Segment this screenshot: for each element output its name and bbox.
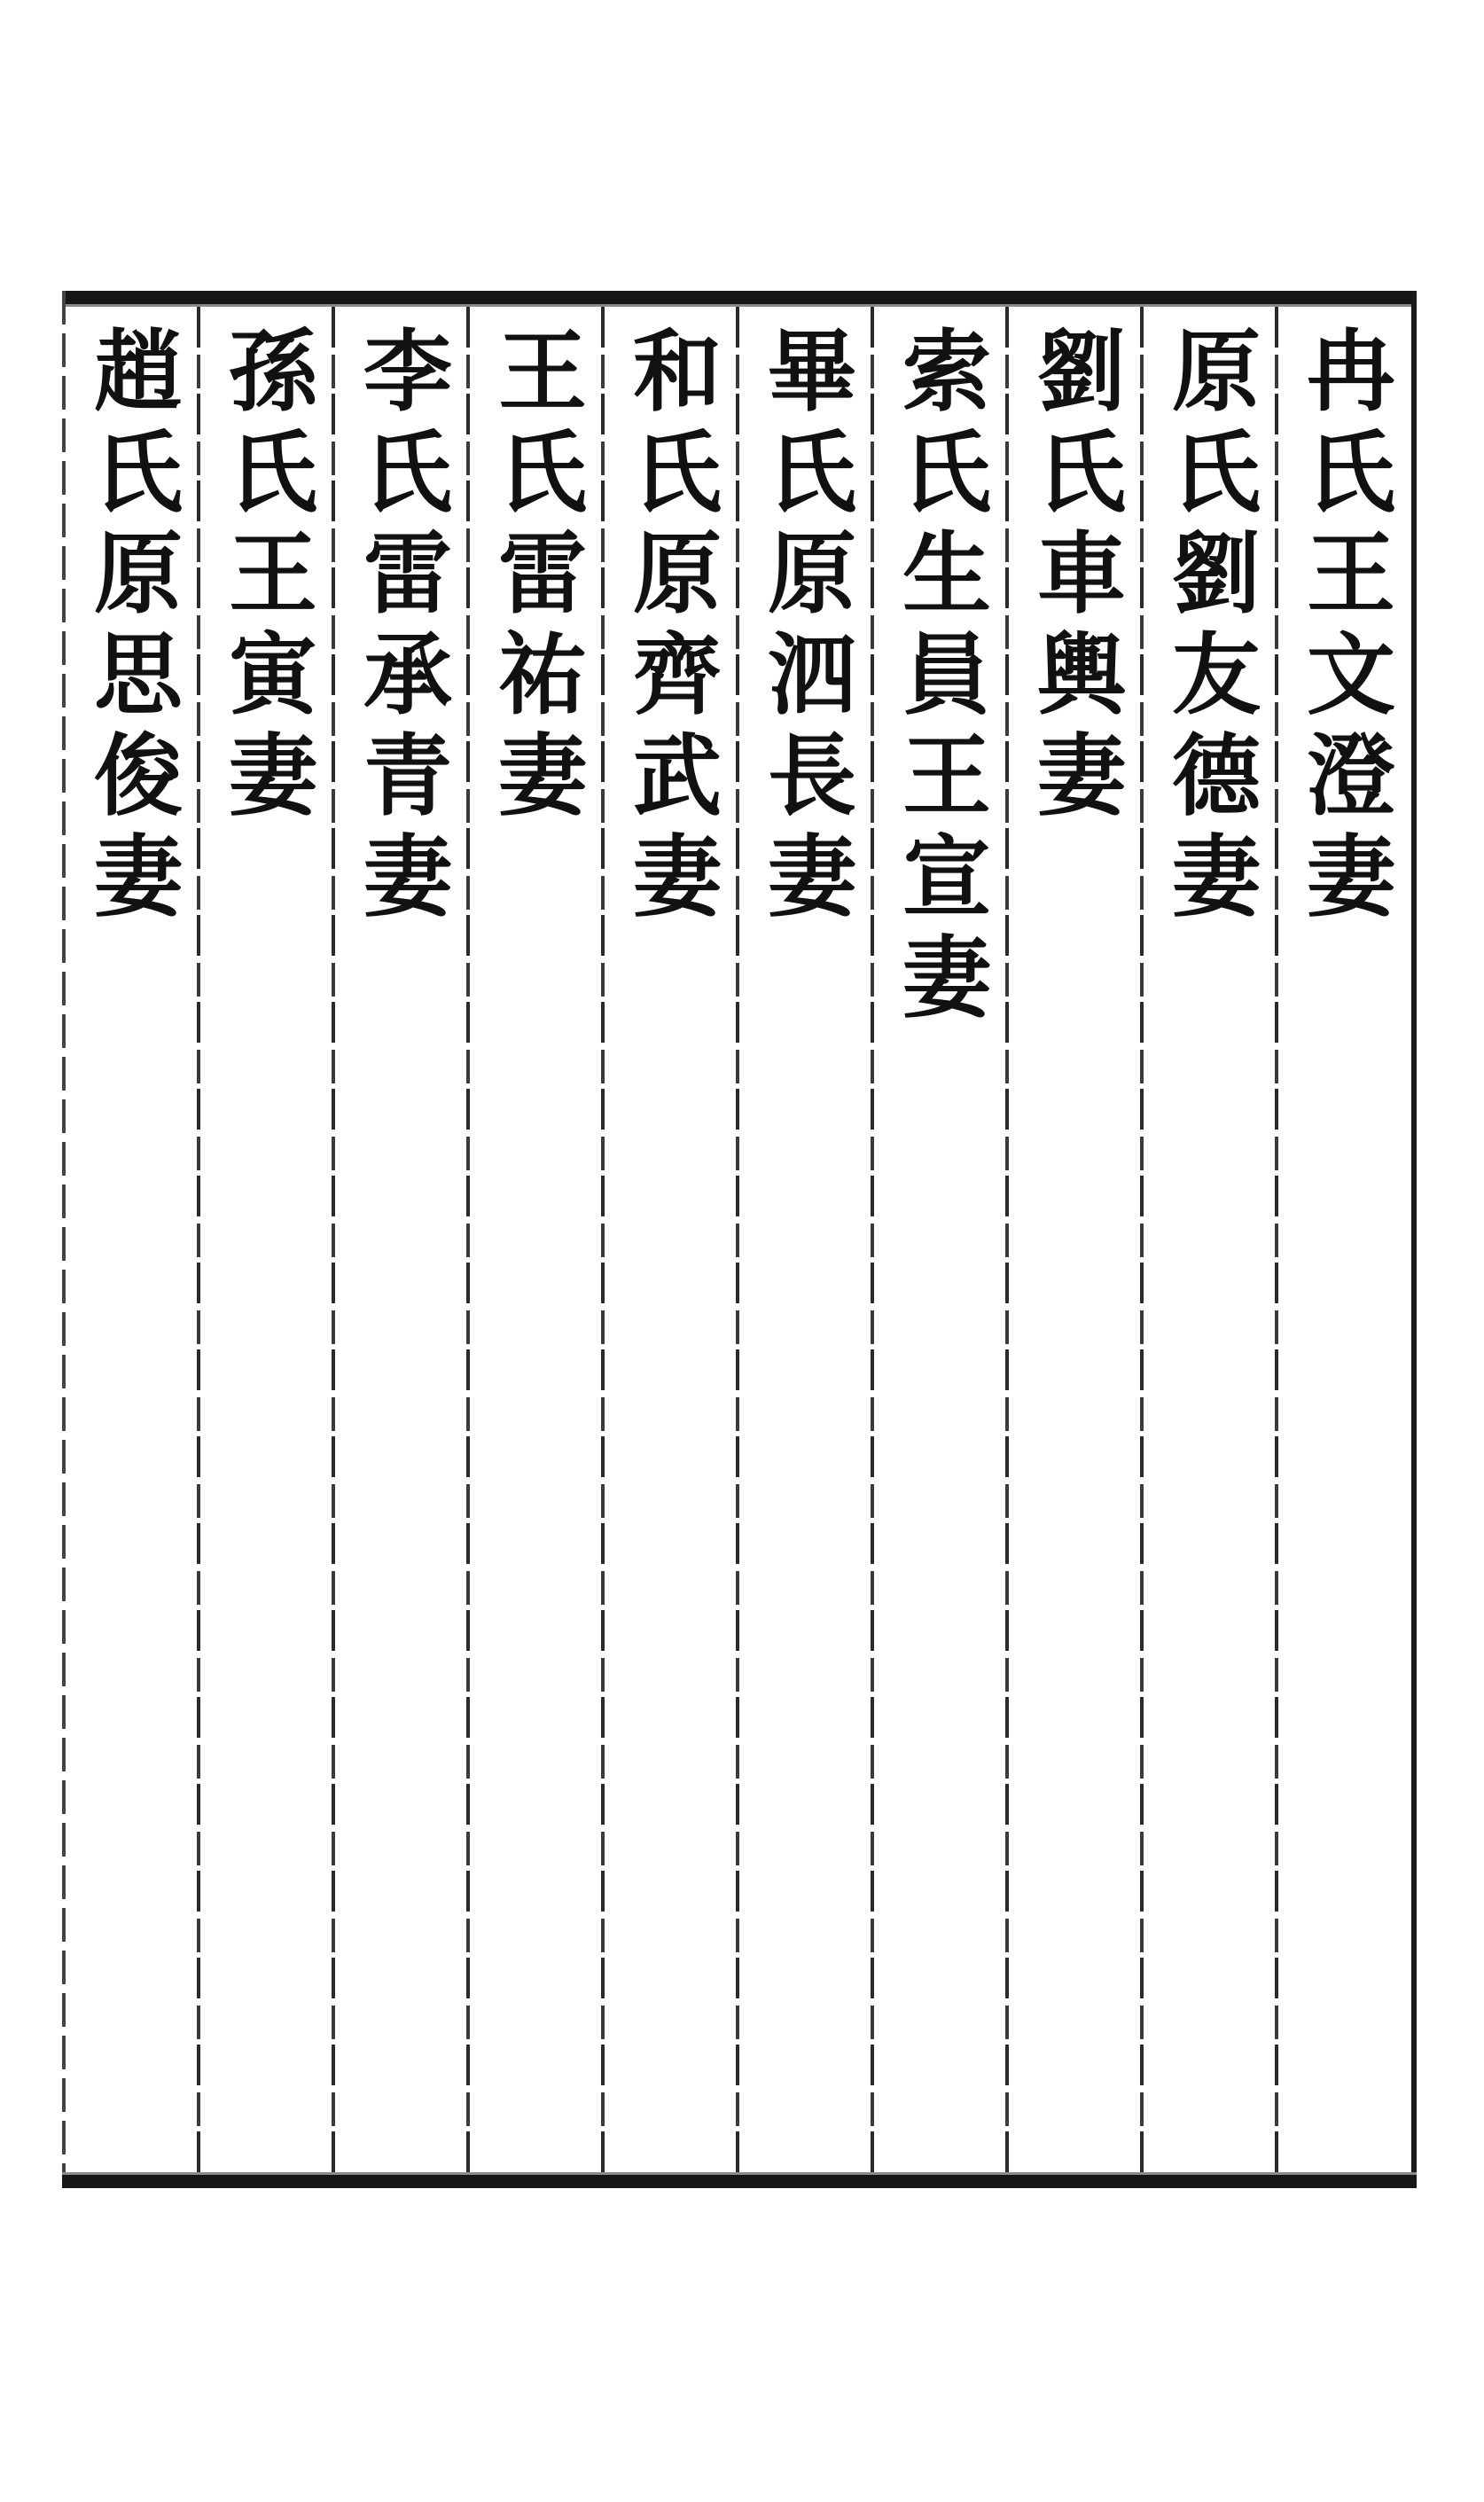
column-text: 原氏劉友德妻: [1157, 324, 1261, 931]
text-column-4: [872, 314, 1007, 2167]
top-border-rule: [62, 291, 1417, 304]
column-text: 趙氏原思俊妻: [79, 324, 184, 931]
right-border-rule: [1411, 291, 1417, 2188]
column-text: 和氏原齊武妻: [618, 324, 722, 931]
text-column-2: [1142, 314, 1277, 2167]
column-text: 孫氏王寅妻: [214, 324, 318, 830]
column-text: 冉氏王文澄妻: [1292, 324, 1396, 931]
page-frame: [62, 291, 1417, 2188]
text-column-8: [333, 314, 468, 2167]
text-column-10: [64, 314, 199, 2167]
text-column-1: [1277, 314, 1411, 2167]
column-text: 劉氏車輿妻: [1022, 324, 1127, 830]
text-column-9: [199, 314, 333, 2167]
column-text: 畢氏原泗長妻: [753, 324, 857, 931]
text-column-6: [603, 314, 738, 2167]
text-column-5: [738, 314, 872, 2167]
column-text: 王氏雷祐妻: [483, 324, 588, 830]
text-column-3: [1007, 314, 1142, 2167]
column-text: 李氏雷承青妻: [348, 324, 453, 931]
bottom-border-rule: [62, 2175, 1417, 2188]
column-text: 索氏生員王宣妻: [887, 324, 992, 1032]
text-column-7: [468, 314, 603, 2167]
